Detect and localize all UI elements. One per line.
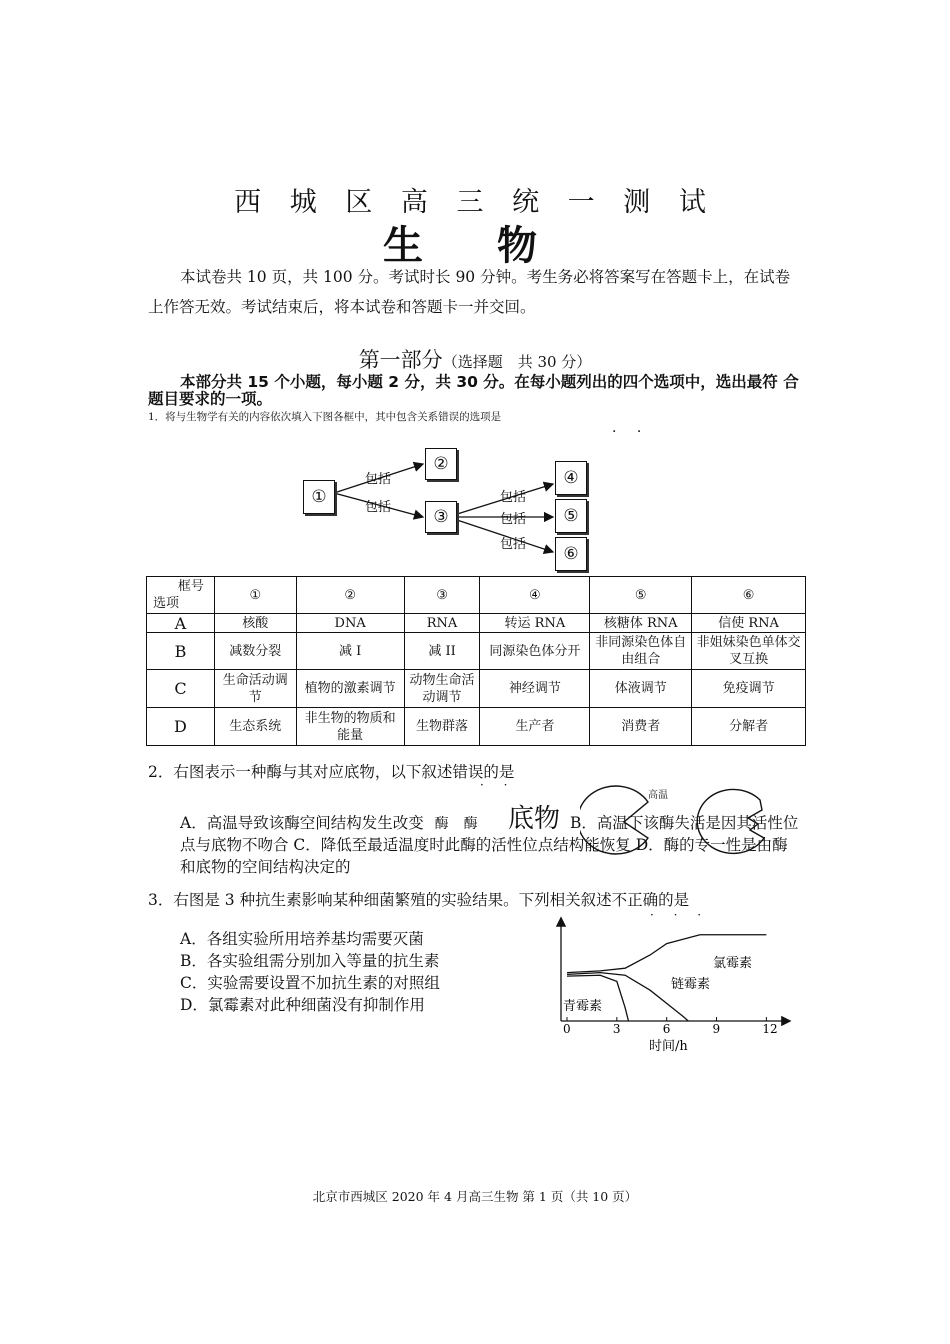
diagram-node-5: ⑤: [555, 499, 587, 533]
diagram-node-6: ⑥: [555, 537, 587, 571]
x-tick-label: 0: [563, 1022, 571, 1036]
x-tick-label: 12: [762, 1022, 778, 1036]
q3-option-d: D．氯霉素对此种细菌没有抑制作用: [180, 996, 425, 1014]
table-row: [147, 708, 806, 746]
chart-series-label-streptomycin: 链霉素: [671, 977, 711, 992]
table-cell: 生态系统: [214, 708, 296, 746]
high-temp-label: 高温: [648, 790, 668, 801]
q1-diagram-arrows: [0, 0, 950, 600]
option-letter: C: [147, 670, 215, 708]
table-cell: 免疫调节: [692, 670, 806, 708]
option-letter: A: [147, 614, 215, 633]
question-3-stem: 3．右图是 3 种抗生素影响某种细菌繁殖的实验结果。下列相关叙述不正确的是: [148, 891, 690, 909]
q3-option-c: C．实验需要设置不加抗生素的对照组: [180, 974, 440, 992]
diagram-node-4: ④: [555, 461, 587, 495]
table-header-cell: ④: [480, 577, 590, 614]
table-header-cell: ⑥: [692, 577, 806, 614]
question-3-options: [180, 928, 440, 1016]
edge-label: 包括: [500, 490, 527, 505]
table-cell: 分解者: [692, 708, 806, 746]
option-letter: B: [147, 633, 215, 670]
table-cell: 核糖体 RNA: [590, 614, 692, 633]
q3-option-b: B．各实验组需分别加入等量的抗生素: [180, 952, 440, 970]
q2-option-a-text: A．高温导致该酶空间结构发生改变: [180, 814, 424, 832]
table-header-cell: ③: [404, 577, 480, 614]
part-title: 第一部分: [358, 348, 443, 372]
question-1-emphasis-dots: · ·: [612, 424, 650, 440]
enzyme-label: 酶: [434, 816, 449, 832]
table-row: [147, 614, 806, 633]
table-row: [147, 633, 806, 670]
part-description: 本部分共 15 个小题，每小题 2 分，共 30 分。在每小题列出的四个选项中，选出最符 合题目要求的一项。: [148, 373, 799, 408]
table-header-cell: ⑤: [590, 577, 692, 614]
table-cell: 非同源染色体自由组合: [590, 633, 692, 670]
corner-bottom-label: 选项: [153, 596, 180, 611]
antibiotic-growth-chart: [545, 915, 805, 1060]
table-cell: 减 I: [296, 633, 404, 670]
exam-instructions: 本试卷共 10 页，共 100 分。考试时长 90 分钟。考生务必将答案写在答题卡上，在试卷上作答无效。考试结束后，将本试卷和答题卡一并交回。: [148, 268, 791, 316]
x-tick-label: 3: [612, 1022, 621, 1036]
table-cell: 体液调节: [590, 670, 692, 708]
x-tick-label: 9: [712, 1022, 721, 1036]
exam-title: 西 城 区 高 三 统 一 测 试: [234, 187, 716, 218]
table-header-cell: ②: [296, 577, 404, 614]
enzyme-label: 酶: [463, 816, 478, 832]
table-cell: 核酸: [214, 614, 296, 633]
table-corner-cell: [147, 577, 215, 614]
table-row: [147, 670, 806, 708]
x-axis-label: 时间/h: [649, 1039, 688, 1054]
x-ticks: [563, 1017, 778, 1036]
table-cell: 减数分裂: [214, 633, 296, 670]
table-cell: 神经调节: [480, 670, 590, 708]
table-cell: 生物群落: [404, 708, 480, 746]
table-cell: RNA: [404, 614, 480, 633]
diagram-node-2: ②: [425, 448, 457, 480]
part-subtitle: （选择题 共 30 分）: [442, 353, 592, 371]
subject-title: 生 物: [383, 223, 567, 269]
edge-label: 包括: [500, 537, 527, 552]
table-cell: 信使 RNA: [692, 614, 806, 633]
question-1-stem: 1．将与生物学有关的内容依次填入下图各框中，其中包含关系错误的选项是: [148, 411, 502, 423]
diagram-node-3: ③: [425, 501, 457, 533]
table-cell: 同源染色体分开: [480, 633, 590, 670]
chart-series-label-chloramphenicol: 氯霉素: [713, 956, 753, 971]
table-header-cell: ①: [214, 577, 296, 614]
chart-series-label-penicillin: 青霉素: [563, 999, 603, 1014]
table-cell: 非姐妹染色单体交叉互换: [692, 633, 806, 670]
table-cell: 生命活动调节: [214, 670, 296, 708]
table-cell: 生产者: [480, 708, 590, 746]
x-tick-label: 6: [662, 1022, 671, 1036]
substrate-label: 底物: [508, 804, 561, 834]
table-cell: 动物生命活动调节: [404, 670, 480, 708]
question-3-emphasis-dots: · · ·: [650, 908, 710, 922]
table-cell: 消费者: [590, 708, 692, 746]
table-cell: 植物的激素调节: [296, 670, 404, 708]
table-cell: DNA: [296, 614, 404, 633]
table-cell: 转运 RNA: [480, 614, 590, 633]
table-header-row: [147, 577, 806, 614]
table-cell: 非生物的物质和能量: [296, 708, 404, 746]
diagram-node-1: ①: [303, 480, 335, 514]
corner-top-label: 框号: [177, 579, 204, 594]
question-2-emphasis-dots: · ·: [480, 778, 516, 792]
q1-options-table: [146, 576, 806, 746]
question-2-option-bcd: B．高温下该酶失活是因其活性位点与底物不吻合 C．降低至最适温度时此酶的活性位点结构能恢复 D．酶的专一性是由酶和底物的空间结构决定的: [180, 814, 799, 876]
edge-label: 包括: [500, 512, 527, 527]
question-2-stem: 2．右图表示一种酶与其对应底物，以下叙述错误的是: [148, 763, 515, 781]
q3-option-a: A．各组实验所用培养基均需要灭菌: [180, 930, 424, 948]
edge-label: 包括: [365, 500, 392, 515]
table-cell: 减 II: [404, 633, 480, 670]
page-footer: 北京市西城区 2020 年 4 月高三生物 第 1 页（共 10 页）: [312, 1189, 638, 1204]
q1-diagram: [0, 0, 950, 600]
option-letter: D: [147, 708, 215, 746]
edge-label: 包括: [365, 472, 392, 487]
